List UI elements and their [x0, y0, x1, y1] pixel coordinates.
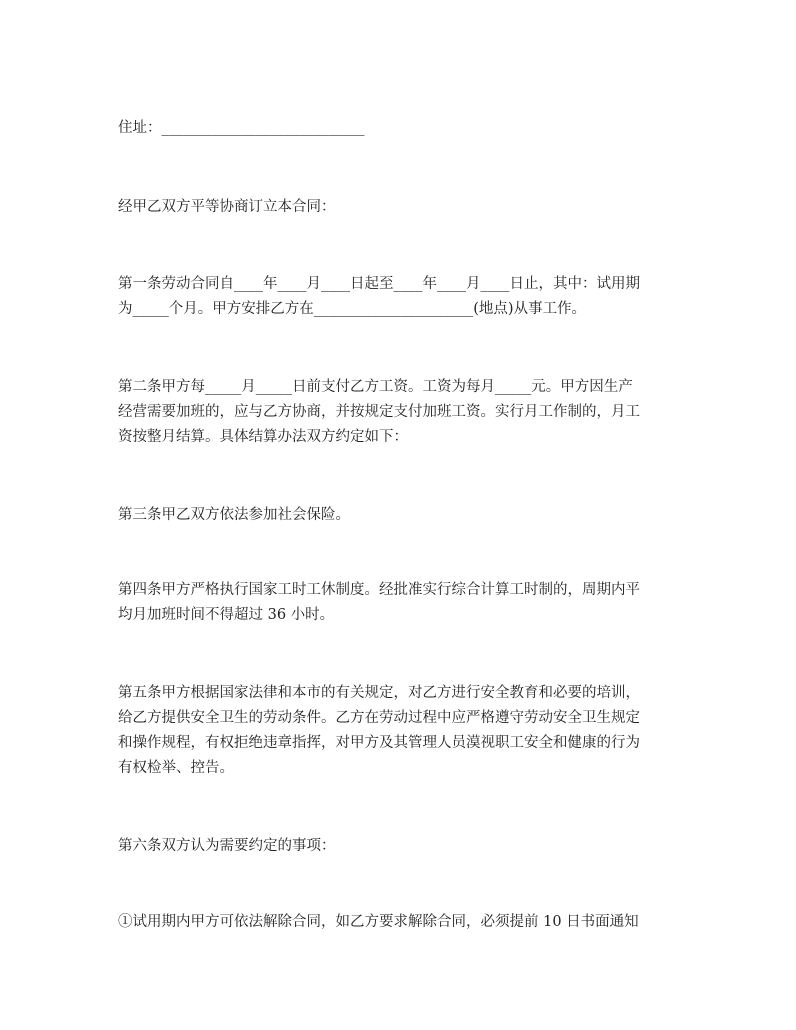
article1-line-1: 第一条劳动合同自____年____月____日起至____年____月____日止，其中：试用期 — [118, 276, 640, 292]
article6-line: 第六条双方认为需要约定的事项： — [118, 838, 336, 854]
article2-line-3: 资按整月结算。具体结算办法双方约定如下： — [118, 429, 408, 445]
item1-line: ①试用期内甲方可依法解除合同，如乙方要求解除合同，必须提前 10 日书面通知 — [118, 914, 639, 930]
article4-line-1: 第四条甲方严格执行国家工时工休制度。经批准实行综合计算工时制的，周期内平 — [118, 582, 640, 598]
address-line: 住址：____________________________ — [118, 120, 365, 136]
article5-line-1: 第五条甲方根据国家法律和本市的有关规定，对乙方进行安全教育和必要的培训， — [118, 685, 640, 701]
article4-line-2: 均月加班时间不得超过 36 小时。 — [118, 607, 335, 623]
article5-line-3: 和操作规程，有权拒绝违章指挥，对甲方及其管理人员漠视职工安全和健康的行为 — [118, 735, 640, 751]
article1-line-2: 为_____个月。甲方安排乙方在______________________(地点)从事工作。 — [118, 301, 587, 317]
article2-line-1: 第二条甲方每_____月_____日前支付乙方工资。工资为每月_____元。甲方因生产 — [118, 379, 633, 395]
article2-line-2: 经营需要加班的，应与乙方协商，并按规定支付加班工资。实行月工作制的，月工 — [118, 404, 640, 420]
intro-line: 经甲乙双方平等协商订立本合同： — [118, 199, 336, 215]
article5-line-2: 给乙方提供安全卫生的劳动条件。乙方在劳动过程中应严格遵守劳动安全卫生规定 — [118, 710, 640, 726]
article3-line: 第三条甲乙双方依法参加社会保险。 — [118, 507, 350, 523]
article5-line-4: 有权检举、控告。 — [118, 760, 234, 776]
